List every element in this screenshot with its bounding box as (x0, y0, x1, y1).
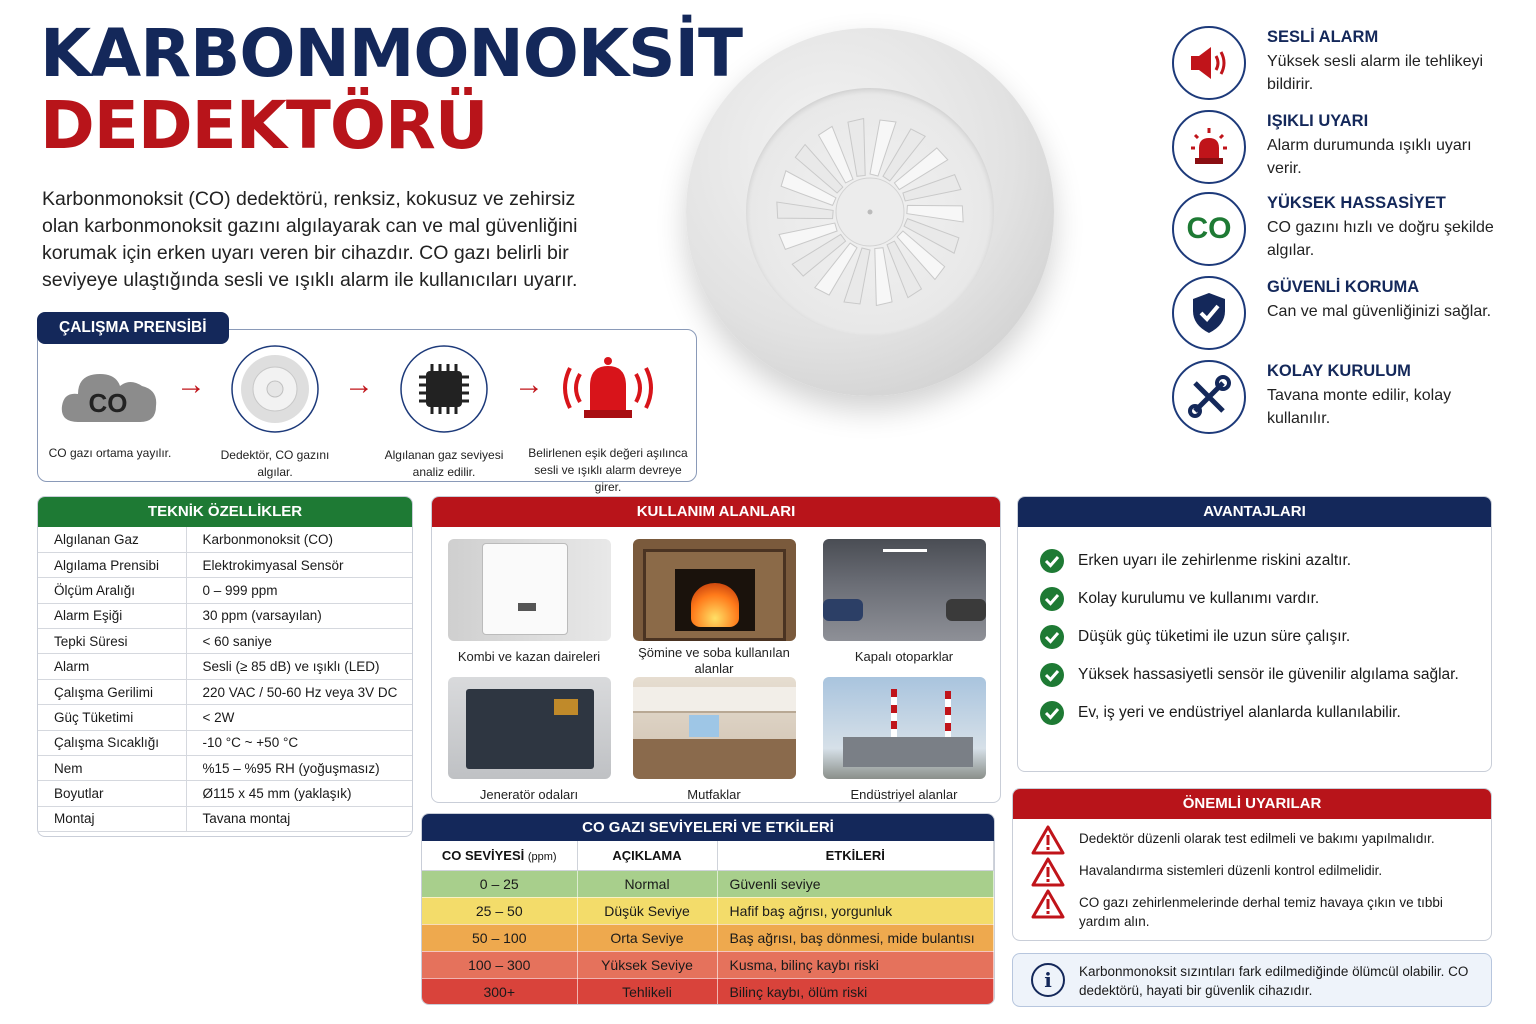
usage-label: Kapalı otoparklar (854, 649, 954, 664)
spec-row (38, 629, 412, 654)
col-header-effect: ETKİLERİ (717, 841, 994, 870)
warning-item (1031, 889, 1471, 931)
spec-row (38, 806, 412, 831)
co-level-row (422, 924, 994, 951)
usage-item (628, 677, 800, 803)
usage-title: KULLANIM ALANLARI (432, 497, 1000, 527)
warning-icon (1031, 857, 1065, 887)
title-line-1: KARBONMONOKSİT (40, 15, 743, 92)
usage-label: Endüstriyel alanlar (850, 787, 958, 802)
spec-row (38, 654, 412, 679)
spec-value: 30 ppm (varsayılan) (186, 603, 412, 628)
usage-label: Şömine ve soba kullanılan alanlar (638, 645, 790, 676)
spec-key: Tepki Süresi (38, 629, 186, 654)
spec-row (38, 781, 412, 806)
chip-icon (399, 344, 489, 434)
co-level: 300+ (422, 978, 577, 1005)
feature-title: IŞIKLI UYARI (1267, 112, 1369, 130)
spec-value: < 2W (186, 705, 412, 730)
advantage-item (1040, 625, 1350, 649)
spec-key: Montaj (38, 806, 186, 831)
co-level: 50 – 100 (422, 924, 577, 951)
co-level-row (422, 951, 994, 978)
warning-icon (1031, 825, 1065, 855)
advantage-text: Kolay kurulumu ve kullanımı vardır. (1078, 590, 1320, 608)
co-level-effect: Bilinç kaybı, ölüm riski (717, 978, 994, 1005)
co-level-row (422, 870, 994, 897)
usage-panel (431, 496, 1001, 803)
check-icon (1040, 701, 1064, 725)
warning-icon (1031, 889, 1065, 919)
advantage-text: Düşük güç tüketimi ile uzun süre çalışır. (1078, 628, 1351, 646)
spec-value: Elektrokimyasal Sensör (186, 552, 412, 577)
co-levels-table (422, 841, 994, 1005)
feature-light-warning (1172, 110, 1512, 190)
feature-high-sensitivity (1172, 192, 1512, 272)
warning-item (1031, 857, 1471, 880)
spec-row (38, 705, 412, 730)
warning-text: CO gazı zehirlenmelerinde derhal temiz havaya çıkın ve tıbbi yardım alın. (1079, 895, 1443, 929)
spec-key: Nem (38, 756, 186, 781)
check-icon (1040, 625, 1064, 649)
arrow-icon: → (514, 368, 544, 401)
spec-key: Alarm Eşiği (38, 603, 186, 628)
detector-vent-icon (746, 88, 994, 336)
spec-value: 0 – 999 ppm (186, 578, 412, 603)
advantages-title: AVANTAJLARI (1018, 497, 1491, 527)
specs-panel (37, 496, 413, 837)
spec-key: Algılanan Gaz (38, 527, 186, 552)
step-label: Algılanan gaz seviyesi analiz edilir. (384, 448, 504, 479)
spec-value: Sesli (≥ 85 dB) ve ışıklı (LED) (186, 654, 412, 679)
usage-label: Jeneratör odaları (479, 787, 579, 802)
feature-desc: Yüksek sesli alarm ile tehlikeyi bildirir. (1267, 53, 1484, 93)
factory-image (823, 677, 986, 779)
co-level-desc: Orta Seviye (577, 924, 717, 951)
warning-text: Dedektör düzenli olarak test edilmeli ve bakımı yapılmalıdır. (1079, 831, 1435, 846)
spec-value: Ø115 x 45 mm (yaklaşık) (186, 781, 412, 806)
feature-safe-protection (1172, 276, 1512, 356)
advantage-text: Ev, iş yeri ve endüstriyel alanlarda kullanılabilir. (1078, 704, 1401, 722)
co-level: 0 – 25 (422, 870, 577, 897)
working-principle-tab: ÇALIŞMA PRENSİBİ (37, 312, 229, 344)
usage-item (446, 539, 612, 665)
intro-text: Karbonmonoksit (CO) dedektörü, renksiz, kokusuz ve zehirsiz olan karbonmonoksit gazını algılayarak can ve mal güvenliğini korumak için erken uyarı veren bir cihazdır. CO gazı belirli bir seviyeye ulaştığında sesli ve ışıklı alarm ile kullanıcıları uyarır. (42, 188, 578, 291)
check-icon (1040, 587, 1064, 611)
spec-key: Alarm (38, 654, 186, 679)
fireplace-image (633, 539, 796, 641)
kitchen-image (633, 677, 796, 779)
cloud-label: CO (88, 388, 128, 418)
feature-sound-alarm (1172, 26, 1512, 106)
usage-label: Mutfaklar (687, 787, 741, 802)
spec-key: Algılama Prensibi (38, 552, 186, 577)
feature-title: SESLİ ALARM (1267, 28, 1379, 46)
step-label: CO gazı ortama yayılır. (48, 446, 172, 460)
page-title (40, 15, 743, 164)
info-box (1012, 953, 1492, 1007)
col-header-level: CO SEVİYESİ (ppm) (422, 841, 577, 870)
usage-item (628, 539, 800, 677)
warnings-panel (1012, 788, 1492, 941)
advantage-item (1040, 549, 1351, 573)
speaker-icon (1172, 26, 1246, 100)
arrow-icon: → (344, 368, 374, 401)
specs-table (38, 527, 412, 832)
feature-title: YÜKSEK HASSASİYET (1267, 194, 1446, 212)
alarm-bell-icon (558, 348, 658, 428)
detector-small-icon (230, 344, 320, 434)
co-level-effect: Hafif baş ağrısı, yorgunluk (717, 897, 994, 924)
spec-value: < 60 saniye (186, 629, 412, 654)
title-line-2: DEDEKTÖRÜ (40, 87, 488, 164)
check-icon (1040, 663, 1064, 687)
spec-row (38, 756, 412, 781)
co-level-effect: Kusma, bilinç kaybı riski (717, 951, 994, 978)
step-1 (46, 360, 174, 462)
co-levels-panel (421, 813, 995, 1005)
spec-value: %15 – %95 RH (yoğuşmasız) (186, 756, 412, 781)
info-icon: i (1031, 963, 1065, 997)
spec-row (38, 679, 412, 704)
co-level-desc: Yüksek Seviye (577, 951, 717, 978)
co-level-desc: Tehlikeli (577, 978, 717, 1005)
co-icon: CO (1172, 192, 1246, 266)
step-2 (210, 344, 340, 481)
step-label: Dedektör, CO gazını algılar. (220, 448, 330, 479)
shield-check-icon (1172, 276, 1246, 350)
co-level-row (422, 897, 994, 924)
generator-image (448, 677, 611, 779)
working-principle-panel (37, 329, 697, 494)
co-level-desc: Düşük Seviye (577, 897, 717, 924)
feature-title: GÜVENLİ KORUMA (1267, 278, 1420, 296)
step-label: Belirlenen eşik değeri aşılınca sesli ve ışıklı alarm devreye girer. (528, 446, 688, 494)
advantages-panel (1017, 496, 1492, 772)
co-level-row (422, 978, 994, 1005)
spec-value: Karbonmonoksit (CO) (186, 527, 412, 552)
feature-desc: CO gazını hızlı ve doğru şekilde algılar. (1267, 219, 1494, 259)
step-3 (378, 344, 510, 481)
spec-key: Çalışma Gerilimi (38, 679, 186, 704)
usage-item (446, 677, 612, 803)
usage-item (818, 677, 990, 803)
spec-row (38, 552, 412, 577)
spec-row (38, 578, 412, 603)
spec-value: -10 °C ~ +50 °C (186, 730, 412, 755)
info-text: Karbonmonoksit sızıntıları fark edilmediğinde ölümcül olabilir. CO dedektörü, hayati bir güvenlik cihazıdır. (1079, 964, 1469, 998)
co-levels-title: CO GAZI SEVİYELERİ VE ETKİLERİ (422, 814, 994, 841)
specs-title: TEKNİK ÖZELLİKLER (38, 497, 412, 527)
feature-desc: Alarm durumunda ışıklı uyarı verir. (1267, 137, 1472, 177)
spec-row (38, 527, 412, 552)
spec-key: Ölçüm Aralığı (38, 578, 186, 603)
co-level-effect: Güvenli seviye (717, 870, 994, 897)
co-cloud-icon (58, 360, 162, 430)
feature-desc: Tavana monte edilir, kolay kullanılır. (1267, 387, 1452, 427)
detector-image (686, 28, 1054, 396)
feature-easy-install (1172, 360, 1512, 440)
advantage-item (1040, 587, 1319, 611)
usage-item (818, 539, 990, 665)
advantage-text: Erken uyarı ile zehirlenme riskini azaltır. (1078, 552, 1352, 570)
warning-item (1031, 825, 1471, 848)
spec-row (38, 603, 412, 628)
co-level-desc: Normal (577, 870, 717, 897)
co-level: 100 – 300 (422, 951, 577, 978)
feature-title: KOLAY KURULUM (1267, 362, 1411, 380)
check-icon (1040, 549, 1064, 573)
warning-text: Havalandırma sistemleri düzenli kontrol edilmelidir. (1079, 863, 1383, 878)
spec-row (38, 730, 412, 755)
co-level: 25 – 50 (422, 897, 577, 924)
arrow-icon: → (176, 368, 206, 401)
spec-value: 220 VAC / 50-60 Hz veya 3V DC (186, 679, 412, 704)
advantage-text: Yüksek hassasiyetli sensör ile güvenilir algılama sağlar. (1078, 666, 1459, 684)
col-header-desc: AÇIKLAMA (577, 841, 717, 870)
spec-value: Tavana montaj (186, 806, 412, 831)
co-level-effect: Baş ağrısı, baş dönmesi, mide bulantısı (717, 924, 994, 951)
feature-desc: Can ve mal güvenliğinizi sağlar. (1267, 303, 1492, 320)
parking-image (823, 539, 986, 641)
spec-key: Çalışma Sıcaklığı (38, 730, 186, 755)
usage-label: Kombi ve kazan daireleri (457, 649, 601, 664)
spec-key: Boyutlar (38, 781, 186, 806)
advantage-item (1040, 701, 1401, 725)
spec-key: Güç Tüketimi (38, 705, 186, 730)
tools-icon (1172, 360, 1246, 434)
advantage-item (1040, 663, 1459, 687)
warnings-title: ÖNEMLİ UYARILAR (1013, 789, 1491, 819)
step-4 (522, 348, 694, 496)
boiler-image (448, 539, 611, 641)
siren-icon (1172, 110, 1246, 184)
